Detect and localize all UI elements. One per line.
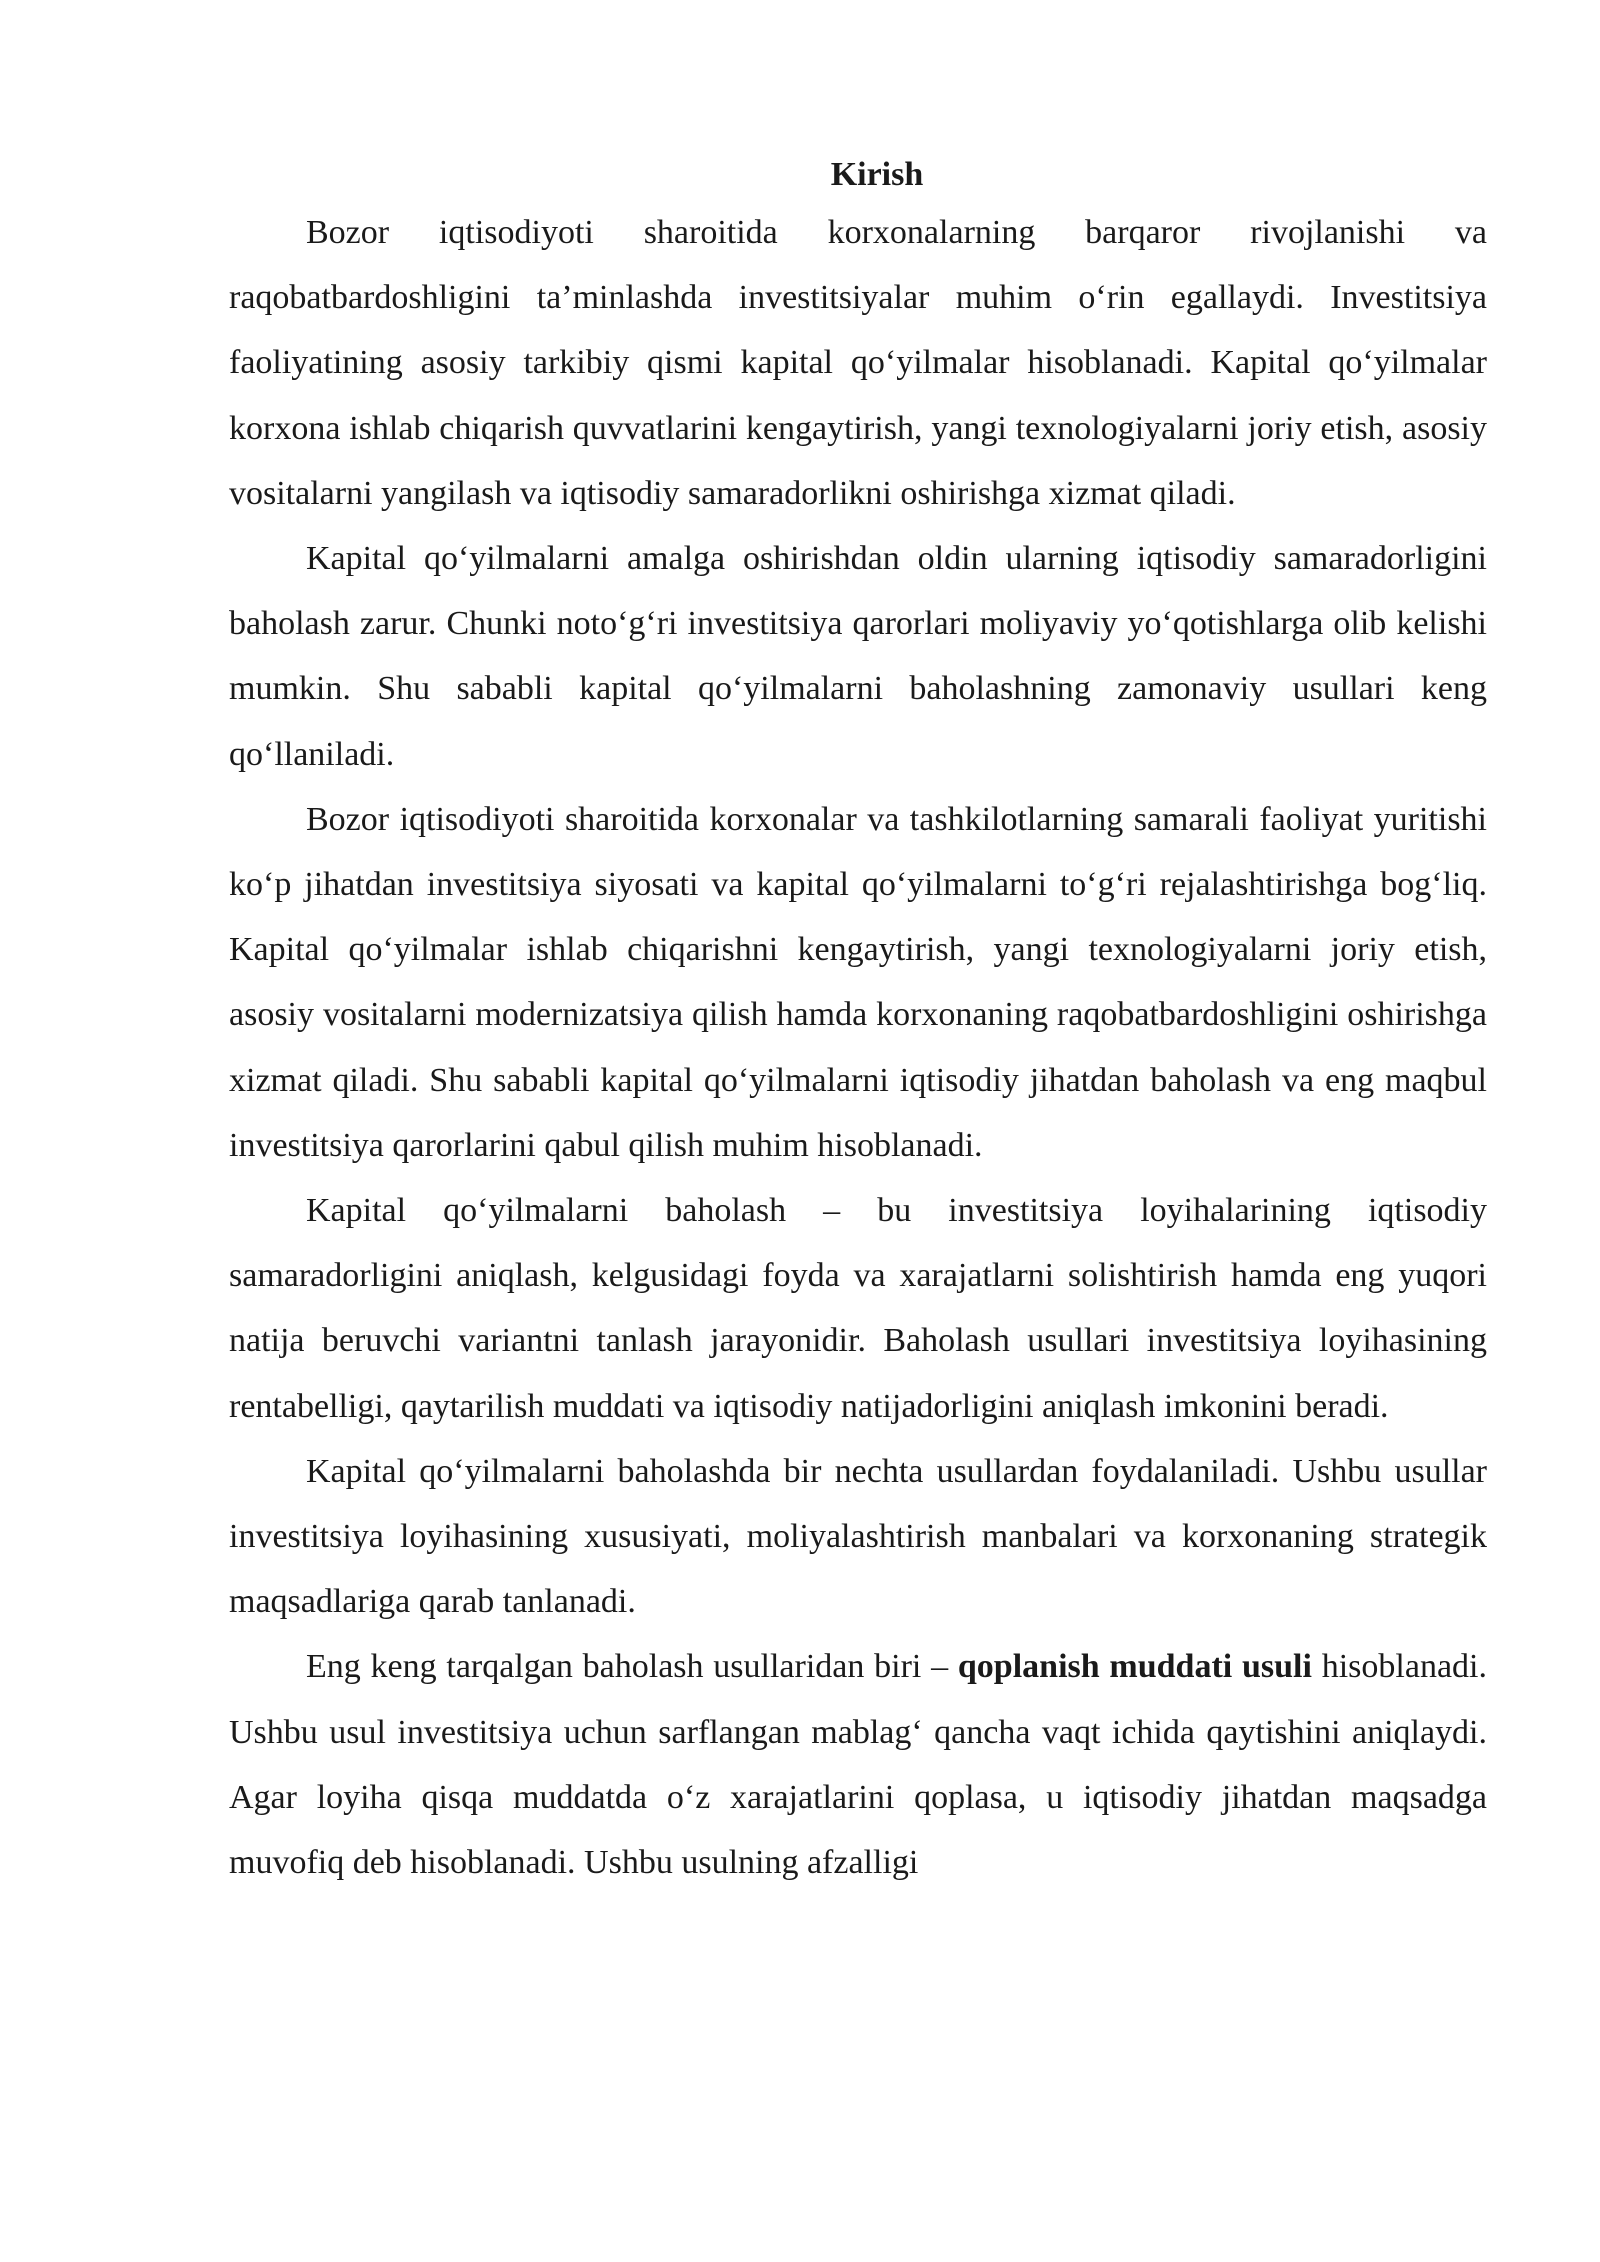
bold-term: qoplanish muddati usuli [957, 1648, 1312, 1686]
paragraph-4: Kapital qo‘yilmalarni baholash – bu investitsiya loyihalarining iqtisodiy samaradorligini aniqlash, kelgusidagi foyda va xarajatlarni solishtirish hamda eng yuqori natija beruvchi variantni tanlash jarayonidir. Baholash usullari investitsiya loyihasining rentabelligi, qaytarilish muddati va iqtisodiy natijadorligini aniqlash imkonini beradi. [229, 1192, 1487, 1425]
paragraph-6-intro: Eng keng tarqalgan baholash usullaridan biri – [306, 1648, 958, 1686]
paragraph-2: Kapital qo‘yilmalarni amalga oshirishdan oldin ularning iqtisodiy samaradorligini baholash zarur. Chunki noto‘g‘ri investitsiya qarorlari moliyaviy yo‘qotishlarga olib kelishi mumkin. Shu sababli kapital qo‘yilmalarni baholashning zamonaviy usullari keng qo‘llaniladi. [229, 540, 1487, 773]
paragraph-6 [229, 1634, 1487, 1895]
document-body [229, 150, 1487, 1895]
paragraph-6-rest: hisoblanadi. Ushbu usul investitsiya uchun sarflangan mablag‘ qancha vaqt ichida qaytishini aniqlaydi. Agar loyiha qisqa muddatda o‘z xarajatlarini qoplasa, u iqtisodiy jihatdan maqsadga muvofiq deb hisoblanadi. Ushbu usulning afzalligi [229, 1648, 1487, 1882]
page-title: Kirish [830, 156, 924, 193]
paragraph-1: Bozor iqtisodiyoti sharoitida korxonalarning barqaror rivojlanishi va raqobatbardoshligini ta’minlashda investitsiyalar muhim o‘rin egallaydi. Investitsiya faoliyatining asosiy tarkibiy qismi kapital qo‘yilmalar hisoblanadi. Kapital qo‘yilmalar korxona ishlab chiqarish quvvatlarini kengaytirish, yangi texnologiyalarni joriy etish, asosiy vositalarni yangilash va iqtisodiy samaradorlikni oshirishga xizmat qiladi. [229, 214, 1487, 512]
paragraph-5: Kapital qo‘yilmalarni baholashda bir nechta usullardan foydalaniladi. Ushbu usullar investitsiya loyihasining xususiyati, moliyalashtirish manbalari va korxonaning strategik maqsadlariga qarab tanlanadi. [229, 1452, 1487, 1621]
paragraph-3: Bozor iqtisodiyoti sharoitida korxonalar va tashkilotlarning samarali faoliyat yuritishi ko‘p jihatdan investitsiya siyosati va kapital qo‘yilmalarni to‘g‘ri rejalashtirishga bog‘liq. Kapital qo‘yilmalar ishlab chiqarishni kengaytirish, yangi texnologiyalarni joriy etish, asosiy vositalarni modernizatsiya qilish hamda korxonaning raqobatbardoshligini oshirishga xizmat qiladi. Shu sababli kapital qo‘yilmalarni iqtisodiy jihatdan baholash va eng maqbul investitsiya qarorlarini qabul qilish muhim hisoblanadi. [229, 800, 1487, 1164]
